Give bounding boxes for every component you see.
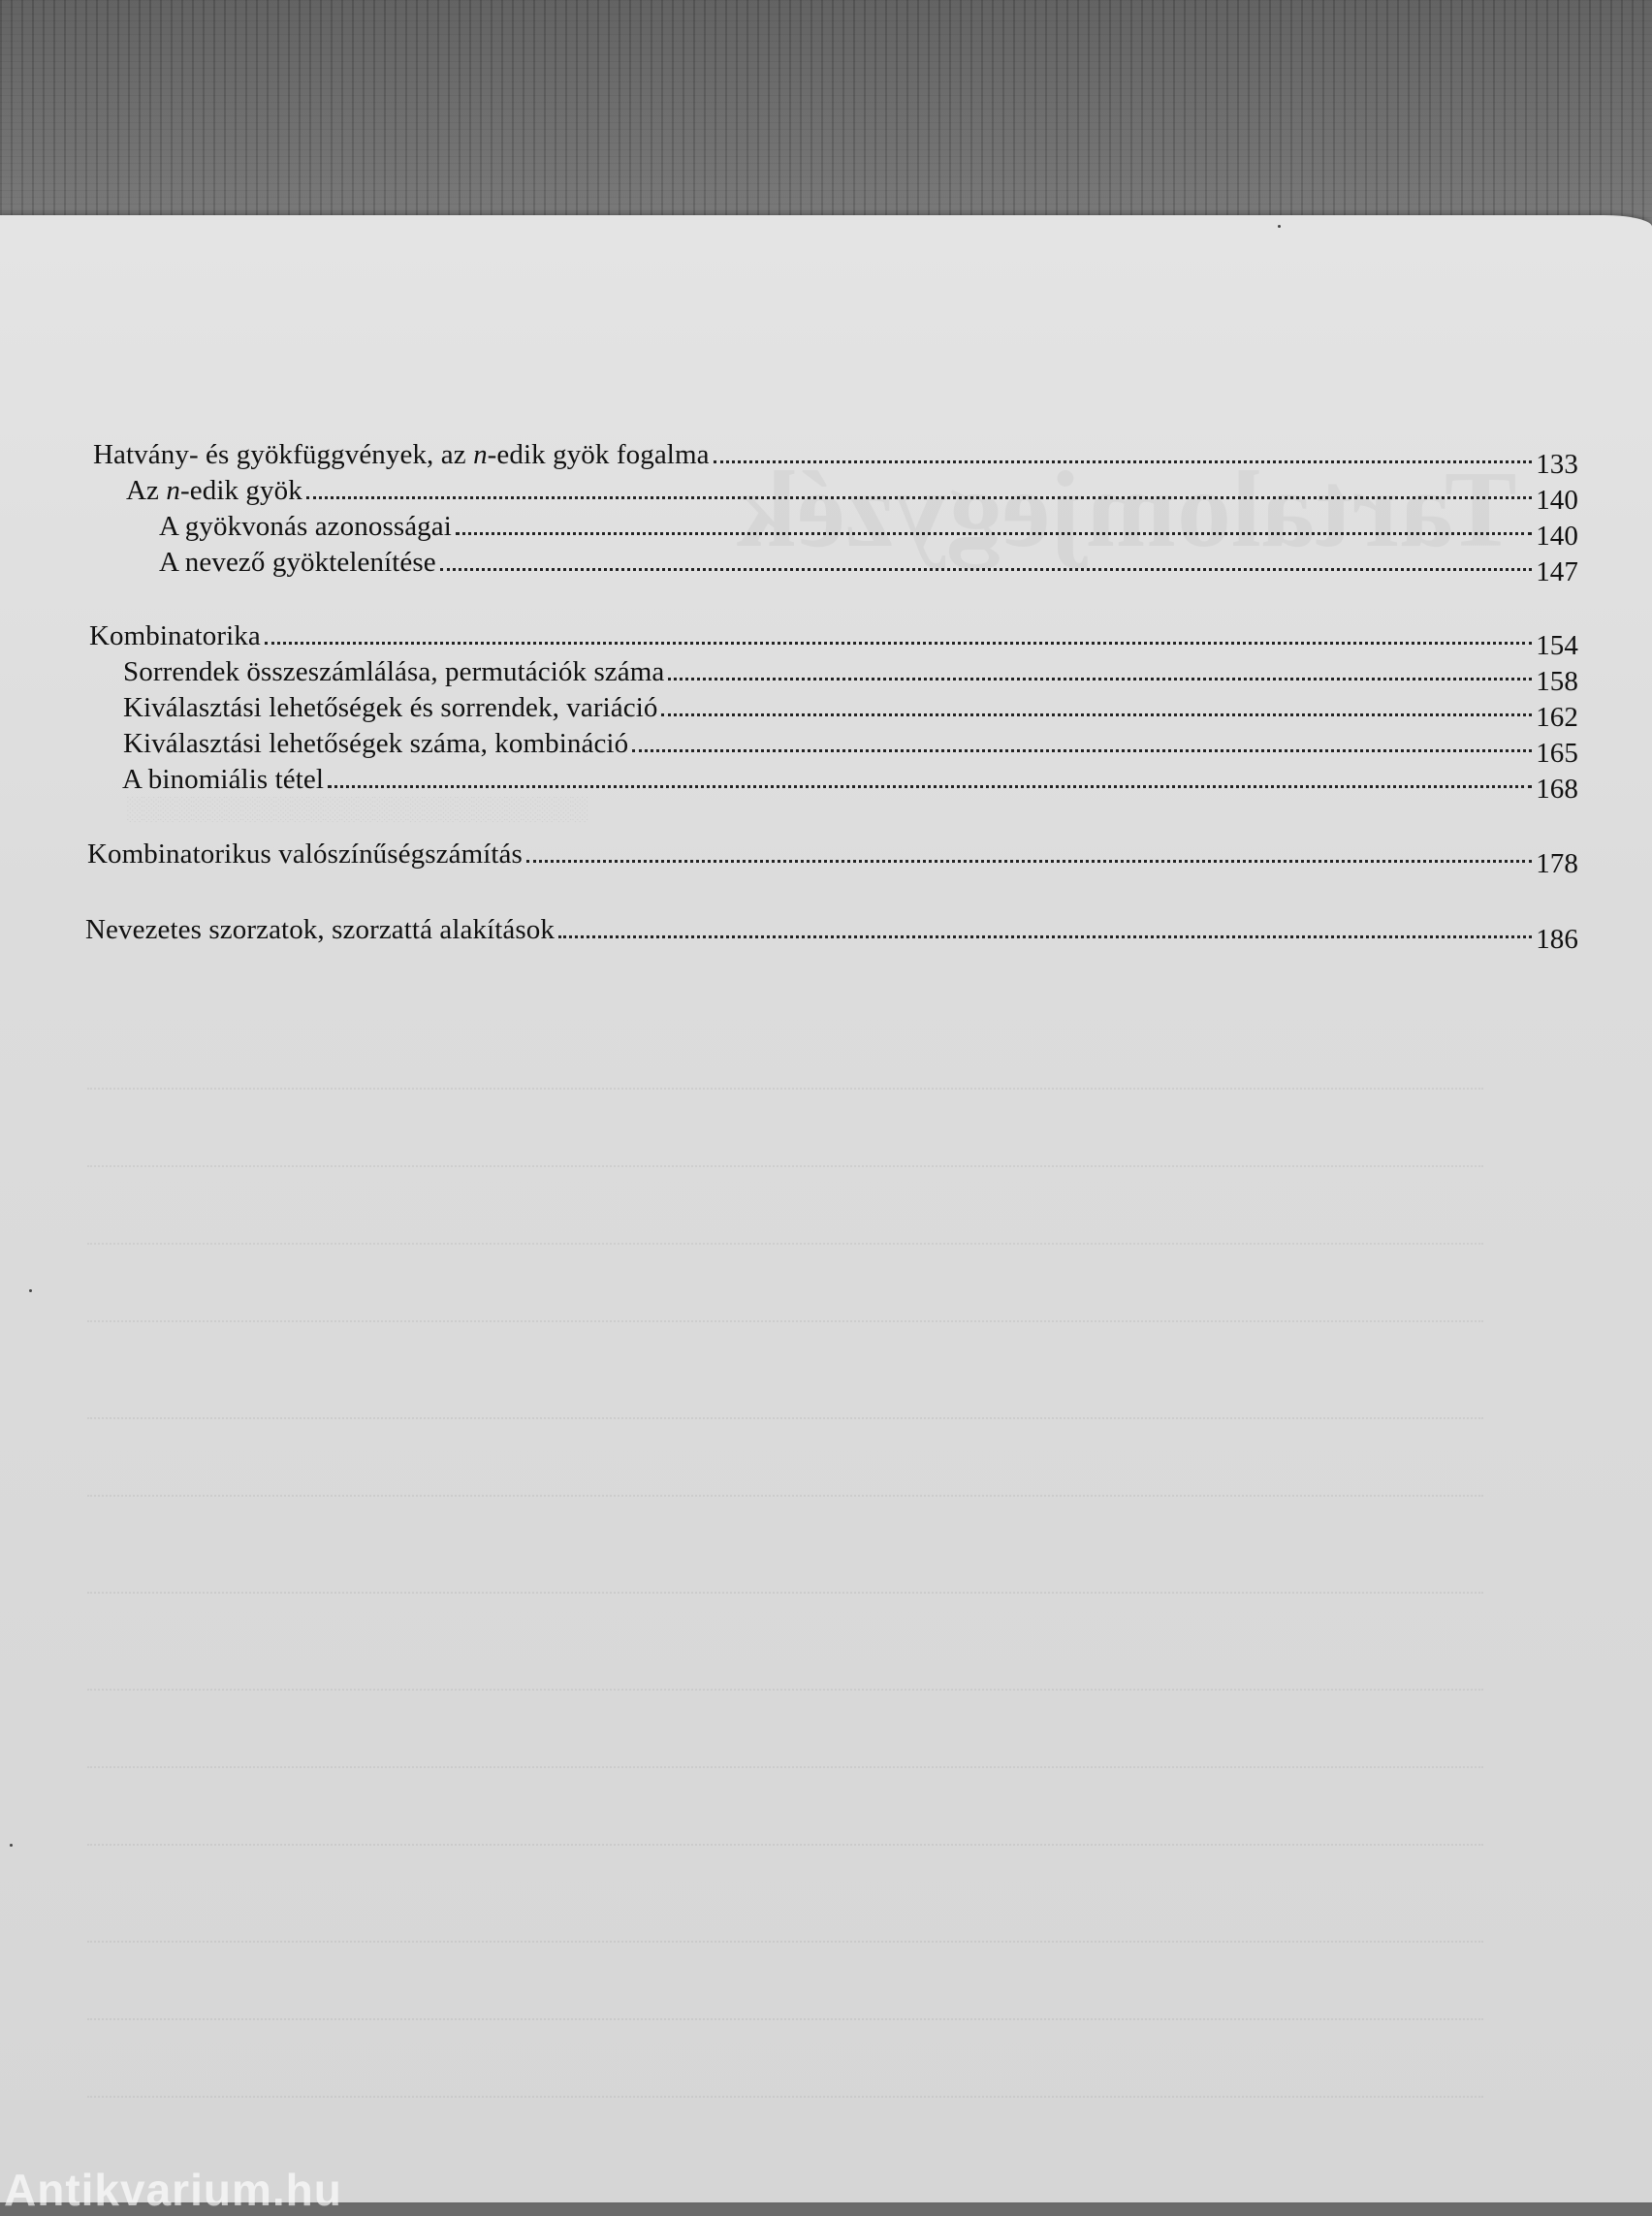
toc-entry[interactable] — [159, 547, 1578, 586]
watermark-logo: Antikvarium.hu — [4, 2165, 342, 2215]
paper-speck — [29, 1289, 32, 1292]
dot-leader — [668, 678, 1532, 681]
toc-entry[interactable] — [123, 728, 1578, 767]
dot-leader — [306, 496, 1532, 499]
toc-page-number: 140 — [1536, 485, 1578, 516]
toc-page-number: 178 — [1536, 848, 1578, 879]
show-through-line — [87, 1243, 1483, 1245]
toc-entry[interactable] — [122, 764, 1578, 803]
background-surface — [0, 0, 1652, 252]
show-through-line — [87, 1165, 1483, 1167]
toc-entry[interactable] — [85, 914, 1578, 953]
dot-leader — [440, 568, 1532, 571]
dot-leader — [714, 460, 1533, 463]
toc-entry-title: Kiválasztási lehetőségek száma, kombináció — [123, 728, 629, 759]
toc-page-number: 186 — [1536, 924, 1578, 955]
toc-entry-title: Kombinatorikus valószínűségszámítás — [87, 839, 523, 870]
show-through-line — [87, 2096, 1483, 2098]
toc-page-number: 168 — [1536, 774, 1578, 805]
toc-entry-title: A binomiális tétel — [122, 764, 325, 795]
toc-entry-title: Kiválasztási lehetőségek és sorrendek, variáció — [123, 692, 658, 723]
show-through-line — [87, 1689, 1483, 1691]
toc-entry-title: Sorrendek összeszámlálása, permutációk száma — [123, 656, 665, 687]
toc-page-number: 133 — [1536, 449, 1578, 480]
dot-leader — [661, 713, 1532, 716]
show-through-line — [87, 1417, 1483, 1419]
show-through-text: ░░░░░░░░░░░░░░░░░░░░░░░░░░░░ — [126, 797, 588, 822]
show-through-line — [87, 1320, 1483, 1322]
toc-entry-title: A gyökvonás azonosságai — [159, 511, 452, 542]
toc-entry[interactable] — [123, 692, 1578, 731]
toc-page-number: 165 — [1536, 738, 1578, 769]
dot-leader — [265, 642, 1532, 645]
paper-speck — [1278, 225, 1281, 228]
toc-entry-title: Az n-edik gyök — [126, 475, 302, 506]
show-through-line — [87, 1941, 1483, 1943]
show-through-line — [87, 1766, 1483, 1768]
dot-leader — [526, 860, 1532, 863]
show-through-line — [87, 2018, 1483, 2020]
toc-entry-title: Kombinatorika — [89, 620, 261, 651]
toc-page-number: 140 — [1536, 521, 1578, 552]
toc-page-number: 147 — [1536, 556, 1578, 587]
dot-leader — [632, 749, 1532, 752]
show-through-line — [87, 1495, 1483, 1497]
paper-speck — [10, 1844, 13, 1847]
toc-entry-title: Nevezetes szorzatok, szorzattá alakítások — [85, 914, 555, 945]
dot-leader — [558, 935, 1532, 938]
dot-leader — [456, 532, 1532, 535]
toc-entry[interactable] — [126, 475, 1578, 514]
toc-page-number: 162 — [1536, 702, 1578, 733]
toc-entry[interactable] — [123, 656, 1578, 695]
show-through-line — [87, 1088, 1483, 1090]
toc-entry[interactable] — [159, 511, 1578, 550]
toc-entry[interactable] — [87, 839, 1578, 877]
toc-entry[interactable] — [93, 439, 1578, 478]
toc-entry[interactable] — [89, 620, 1578, 659]
dot-leader — [328, 785, 1532, 788]
toc-page-number: 154 — [1536, 630, 1578, 661]
show-through-line — [87, 1592, 1483, 1594]
toc-page-number: 158 — [1536, 666, 1578, 697]
toc-entry-title: A nevező gyöktelenítése — [159, 547, 436, 578]
toc-entry-title: Hatvány- és gyökfüggvények, az n-edik gyök fogalma — [93, 439, 710, 470]
show-through-line — [87, 1844, 1483, 1846]
